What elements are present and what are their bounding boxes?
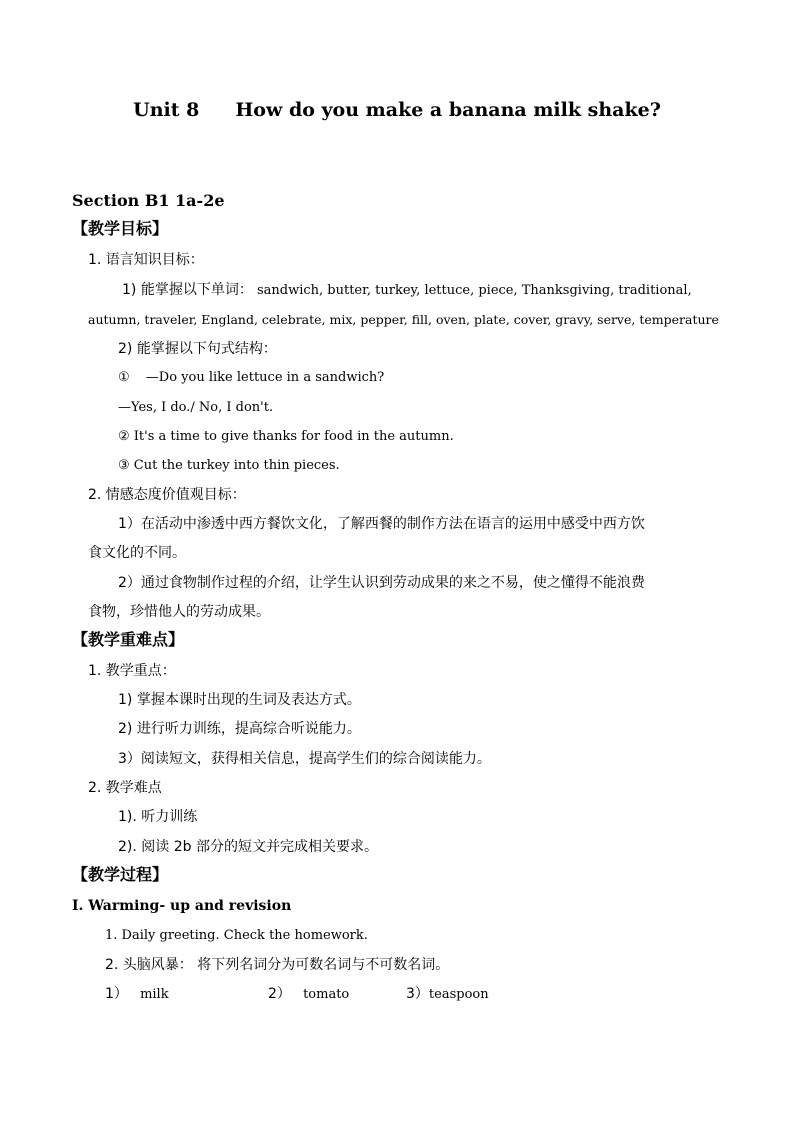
step-1-title: Ⅰ. Warming- up and revision [72, 898, 292, 914]
emotion-goal-title: 2. 情感态度价值观目标： [88, 487, 246, 503]
word-3-num: 3） [406, 986, 429, 1002]
process-item-2: 2. 头脑风暴： 将下列名词分为可数名词与不可数名词。 [105, 957, 450, 973]
key-points-heading: 【教学重难点】 [72, 630, 185, 649]
word-2-text: tomato [303, 987, 350, 1002]
word-2-num: 2） [268, 986, 291, 1002]
vocab-line-1 [122, 281, 692, 300]
sentence-2-text: It's a time to give thanks for food in the autumn. [133, 429, 454, 444]
sentence-1-answer: —Yes, I do./ No, I don't. [118, 400, 274, 415]
sentence-1-mark: ① [118, 370, 130, 385]
sentence-2 [118, 428, 454, 446]
difficulty-item-1: 1). 听力训练 [118, 809, 198, 825]
unit-label: Unit 8 [133, 99, 200, 121]
language-goal-title: 1. 语言知识目标： [88, 252, 204, 268]
difficulty-item-2: 2). 阅读 2b 部分的短文并完成相关要求。 [118, 839, 378, 855]
focus-item-1: 1) 掌握本课时出现的生词及表达方式。 [118, 692, 361, 708]
focus-title: 1. 教学重点： [88, 663, 176, 679]
sentence-1 [118, 369, 384, 387]
sentence-1-text: —Do you like lettuce in a sandwich? [145, 370, 385, 385]
objectives-heading: 【教学目标】 [72, 219, 169, 238]
process-heading: 【教学过程】 [72, 865, 169, 884]
difficulty-title: 2. 教学难点 [88, 780, 162, 796]
sentence-3-text: Cut the turkey into thin pieces. [133, 458, 340, 473]
sentence-3-mark: ③ [118, 458, 130, 473]
word-2 [268, 985, 349, 1004]
word-1-text: milk [140, 987, 169, 1002]
emotion-goal-2-line-1: 2）通过食物制作过程的介绍，让学生认识到劳动成果的来之不易，使之懂得不能浪费 [118, 575, 645, 591]
vocab-line-2: autumn, traveler, England, celebrate, mix, pepper, fill, oven, plate, cover, gravy, serve, temperature [88, 312, 719, 327]
emotion-goal-1-line-2: 食文化的不同。 [88, 545, 186, 561]
vocab-words-1: sandwich, butter, turkey, lettuce, piece, Thanksgiving, traditional, [256, 283, 692, 298]
section-label: Section B1 1a-2e [72, 191, 225, 210]
page-title [0, 101, 794, 119]
title-question: How do you make a banana milk shake? [235, 99, 661, 121]
focus-item-3: 3）阅读短文，获得相关信息，提高学生们的综合阅读能力。 [118, 751, 491, 767]
word-1 [105, 985, 169, 1004]
vocab-label: 1) 能掌握以下单词： [122, 282, 253, 298]
word-3-text: teaspoon [428, 987, 489, 1002]
focus-item-2: 2) 进行听力训练，提高综合听说能力。 [118, 721, 361, 737]
sentence-2-mark: ② [118, 429, 130, 444]
word-1-num: 1） [105, 986, 128, 1002]
sentence-3 [118, 457, 340, 475]
process-item-1: 1. Daily greeting. Check the homework. [105, 928, 368, 943]
emotion-goal-1-line-1: 1）在活动中渗透中西方餐饮文化，了解西餐的制作方法在语言的运用中感受中西方饮 [118, 516, 645, 532]
word-3 [406, 985, 489, 1004]
emotion-goal-2-line-2: 食物，珍惜他人的劳动成果。 [88, 604, 270, 620]
structure-label: 2) 能掌握以下句式结构： [118, 341, 277, 357]
